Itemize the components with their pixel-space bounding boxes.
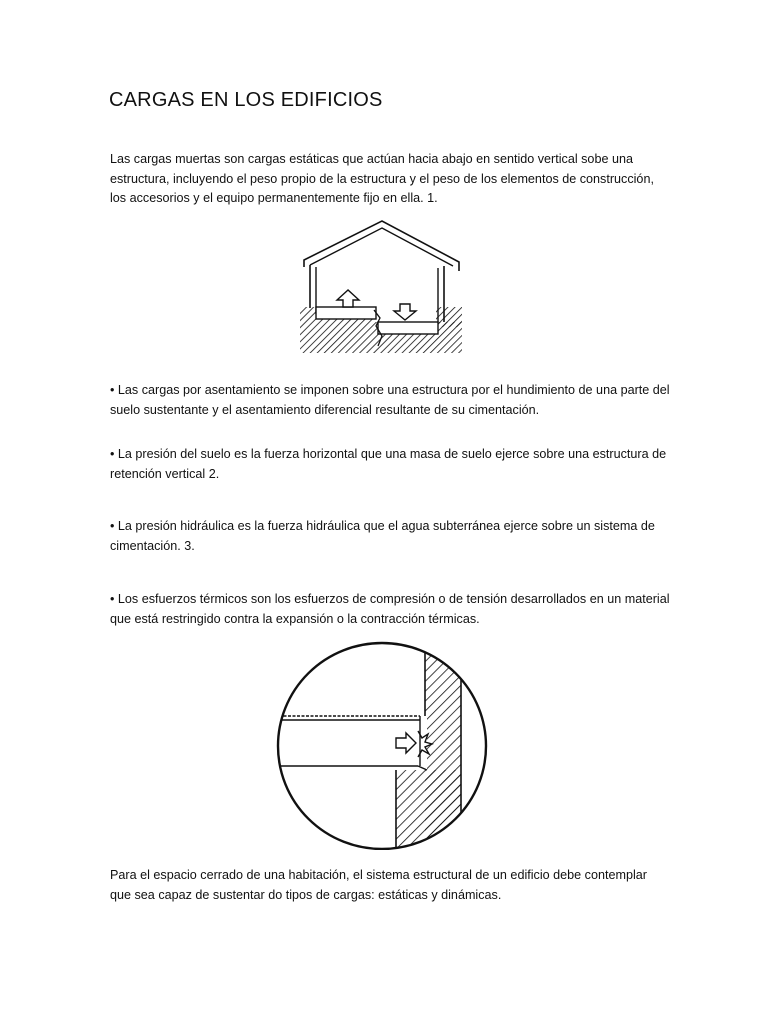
- page-title: CARGAS EN LOS EDIFICIOS: [109, 89, 383, 111]
- paragraph-thermal-stress: • Los esfuerzos térmicos son los esfuerzos de compresión o de tensión desarrollados en un material que está restringido contra la expansión o la contracción térmicas.: [110, 592, 670, 626]
- paragraph-settlement-loads: • Las cargas por asentamiento se imponen sobre una estructura por el hundimiento de una parte del suelo sustentante y el asentamiento diferencial resultante de su cimentación.: [110, 383, 670, 417]
- paragraph-conclusion: Para el espacio cerrado de una habitación, el sistema estructural de un edificio debe contemplar que sea capaz de sustentar do tipos de cargas: estáticas y dinámicas.: [110, 868, 647, 902]
- paragraph-dead-loads: Las cargas muertas son cargas estáticas que actúan hacia abajo en sentido vertical sobe una estructura, incluyendo el peso propio de la estructura y el peso de los elementos de construcción, los accesorios y el equipo permanentemente fijo en ella. 1.: [110, 152, 654, 205]
- house-settlement-diagram: [296, 218, 466, 358]
- paragraph-hydraulic-pressure: • La presión hidráulica es la fuerza hidráulica que el agua subterránea ejerce sobre un sistema de cimentación. 3.: [110, 519, 655, 553]
- paragraph-soil-pressure: • La presión del suelo es la fuerza horizontal que una masa de suelo ejerce sobre una estructura de retención vertical 2.: [110, 447, 667, 481]
- thermal-stress-detail-diagram: [270, 638, 492, 850]
